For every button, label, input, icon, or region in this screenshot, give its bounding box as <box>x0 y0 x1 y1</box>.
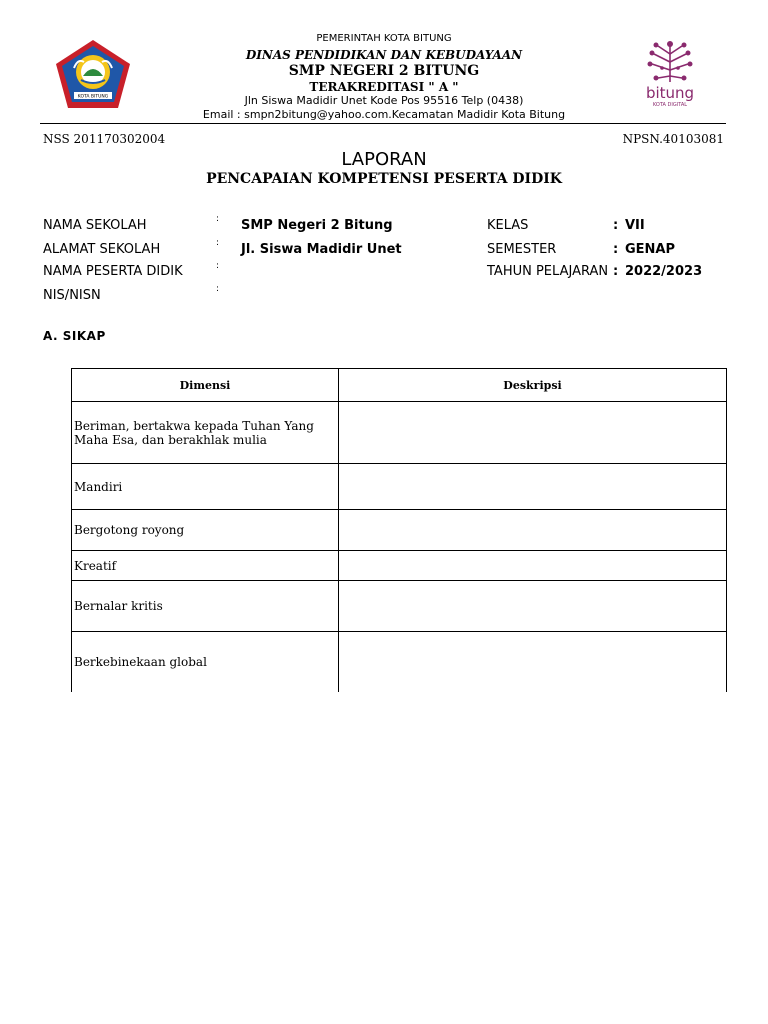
header-department: DINAS PENDIDIKAN DAN KEBUDAYAAN <box>245 48 523 62</box>
label-nis-nisn: NIS/NISN <box>43 288 101 303</box>
table-header-row <box>72 369 727 402</box>
right-logo-word: bitung <box>645 84 695 102</box>
label-school-name: NAMA SEKOLAH <box>43 218 147 233</box>
label-student-name: NAMA PESERTA DIDIK <box>43 264 183 279</box>
cell-dimensi: Kreatif <box>72 551 339 581</box>
report-subtitle: PENCAPAIAN KOMPETENSI PESERTA DIDIK <box>206 171 562 187</box>
label-academic-year: TAHUN PELAJARAN <box>487 264 609 279</box>
colon: : <box>216 261 220 271</box>
value-class: VII <box>625 218 645 233</box>
header-address: Jln Siswa Madidir Unet Kode Pos 95516 Telp (0438) <box>244 94 524 107</box>
table-row <box>72 510 727 551</box>
header-dimensi: Dimensi <box>72 369 339 402</box>
header-email: Email : smpn2bitung@yahoo.com.Kecamatan Madidir Kota Bitung <box>202 108 566 121</box>
colon: : <box>216 214 220 224</box>
cell-deskripsi <box>339 402 727 464</box>
colon: : <box>216 238 220 248</box>
colon: : <box>613 264 619 279</box>
cell-deskripsi <box>339 581 727 632</box>
value-academic-year: 2022/2023 <box>625 264 703 279</box>
value-school-address: Jl. Siswa Madidir Unet <box>241 242 402 257</box>
header-accreditation: TERAKREDITASI " A " <box>309 80 459 94</box>
section-a-heading: A. SIKAP <box>43 329 106 343</box>
table-row <box>72 551 727 581</box>
cell-dimensi: Mandiri <box>72 464 339 510</box>
value-school-name: SMP Negeri 2 Bitung <box>241 218 393 233</box>
cell-dimensi: Bernalar kritis <box>72 581 339 632</box>
label-school-address: ALAMAT SEKOLAH <box>43 242 161 257</box>
cell-dimensi: Berkebinekaan global <box>72 632 339 692</box>
table-row <box>72 632 727 692</box>
table-row <box>72 402 727 464</box>
colon: : <box>216 284 220 294</box>
header-school-name: SMP NEGERI 2 BITUNG <box>288 63 480 79</box>
table-row <box>72 464 727 510</box>
header-deskripsi: Deskripsi <box>339 369 727 402</box>
header-divider <box>40 123 726 124</box>
right-logo-caption: KOTA DIGITAL <box>652 102 688 108</box>
value-semester: GENAP <box>625 242 676 257</box>
cell-dimensi: Bergotong royong <box>72 510 339 551</box>
header-government: PEMERINTAH KOTA BITUNG <box>316 33 452 44</box>
cell-deskripsi <box>339 632 727 692</box>
cell-deskripsi <box>339 464 727 510</box>
colon: : <box>613 218 619 233</box>
sikap-table <box>71 368 727 692</box>
nss-number: NSS 201170302004 <box>43 132 166 146</box>
cell-deskripsi <box>339 551 727 581</box>
colon: : <box>613 242 619 257</box>
npsn-number: NPSN.40103081 <box>622 132 724 146</box>
cell-deskripsi <box>339 510 727 551</box>
left-logo-caption: KOTA BITUNG <box>77 94 109 100</box>
label-class: KELAS <box>487 218 529 233</box>
cell-dimensi: Beriman, bertakwa kepada Tuhan Yang Maha Esa, dan berakhlak mulia <box>72 402 339 464</box>
report-title: LAPORAN <box>341 149 427 170</box>
table-row <box>72 581 727 632</box>
label-semester: SEMESTER <box>487 242 557 257</box>
